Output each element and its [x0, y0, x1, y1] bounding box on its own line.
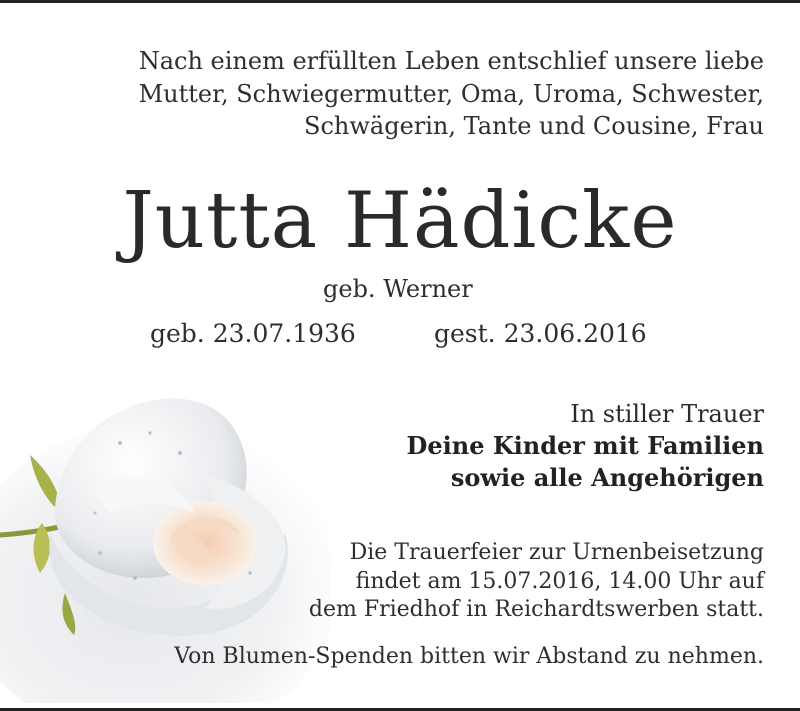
mourners-block: [407, 398, 764, 494]
birth-date: geb. 23.07.1936: [150, 319, 356, 348]
deceased-name: Jutta Hädicke: [122, 176, 678, 266]
service-line: findet am 15.07.2016, 14.00 Uhr auf: [355, 568, 764, 594]
service-line: Die Trauerfeier zur Urnenbeisetzung: [349, 540, 764, 565]
intro-text: [139, 45, 764, 143]
service-info: [309, 539, 764, 625]
service-line: dem Friedhof in Reichardtswerben statt.: [308, 597, 764, 622]
mourners-family: Deine Kinder mit Familien: [406, 431, 764, 460]
intro-line: Schwägerin, Tante und Cousine, Frau: [304, 112, 764, 140]
flower-note: Von Blumen-Spenden bitten wir Abstand zu nehmen.: [174, 644, 764, 669]
death-date: gest. 23.06.2016: [434, 319, 647, 348]
mourners-relatives: sowie alle Angehörigen: [450, 463, 764, 492]
intro-line: Nach einem erfüllten Leben entschlief unsere liebe: [138, 47, 764, 75]
intro-line: Mutter, Schwiegermutter, Oma, Uroma, Schwester,: [138, 79, 764, 108]
mourners-intro: In stiller Trauer: [570, 400, 764, 428]
maiden-name: geb. Werner: [323, 275, 473, 303]
